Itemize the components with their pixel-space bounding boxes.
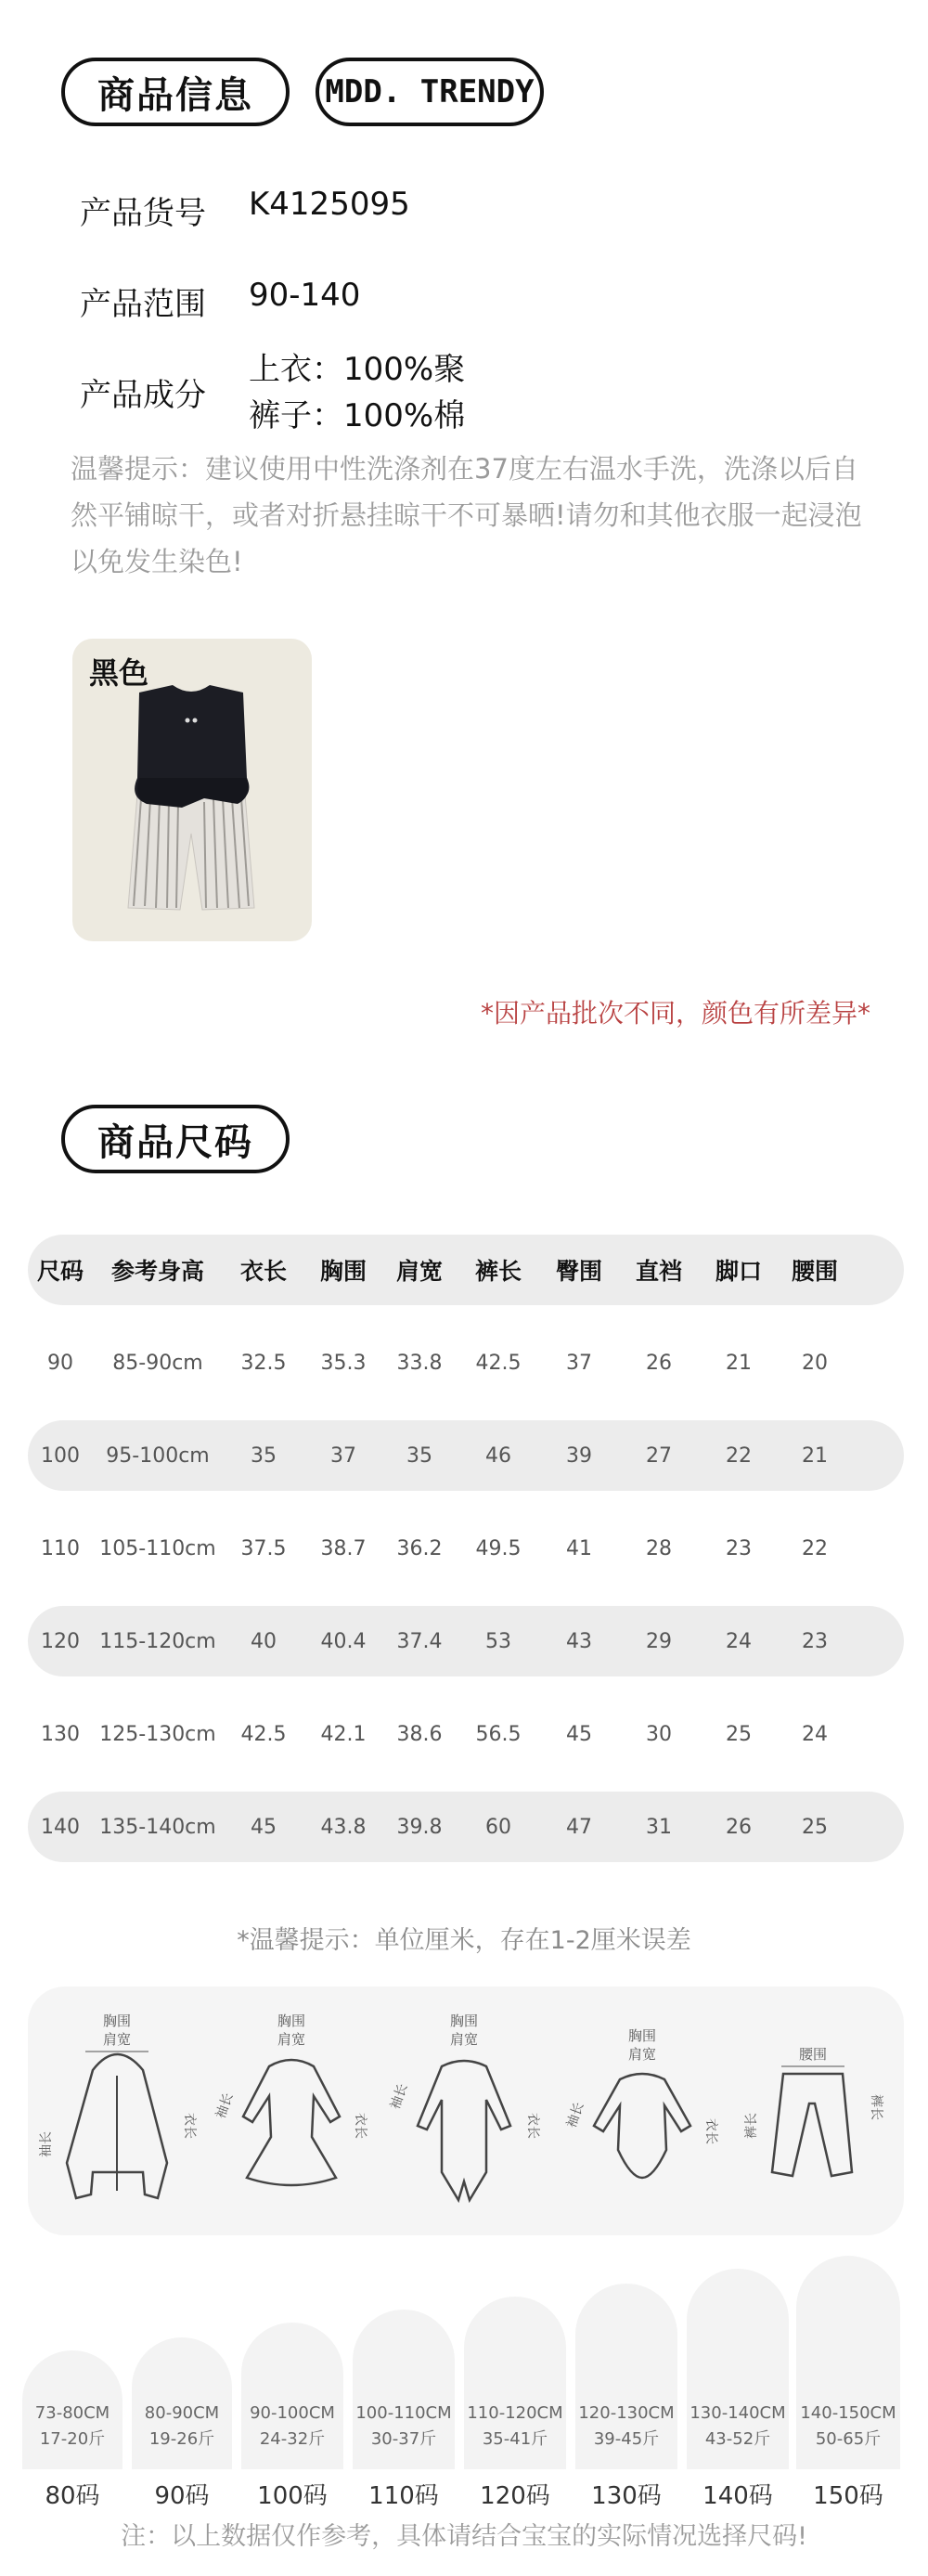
- size-guide-label: 120码: [480, 2482, 550, 2510]
- cell: 38.7: [320, 1536, 367, 1560]
- cell: 22: [802, 1536, 828, 1560]
- cell: 24: [726, 1629, 752, 1653]
- fig-label: 袖长: [563, 2100, 587, 2130]
- cell: 26: [646, 1351, 672, 1375]
- measurement-figures-panel: [28, 1987, 904, 2235]
- table-row: [28, 1420, 904, 1491]
- cell: 32.5: [240, 1351, 287, 1375]
- fig-label: 胸围: [102, 2013, 132, 2029]
- table-row: [28, 1606, 904, 1676]
- cell: 25: [726, 1722, 752, 1746]
- romper-long-icon: [377, 1987, 551, 2235]
- size-guide-card: [22, 2350, 122, 2469]
- fig-label: 肩宽: [449, 2031, 479, 2048]
- info-value-range: 90-140: [249, 277, 361, 314]
- col-header: 肩宽: [395, 1258, 443, 1285]
- size-table-header: [28, 1235, 904, 1305]
- cell: 49.5: [475, 1536, 522, 1560]
- fig-label: 胸围: [277, 2013, 306, 2029]
- cell: 27: [646, 1443, 672, 1468]
- size-guide-weight: 19-26斤: [148, 2429, 215, 2449]
- fig-label: 衣长: [703, 2118, 718, 2144]
- fig-label: 肩宽: [627, 2046, 657, 2063]
- size-guide-card: [132, 2337, 232, 2469]
- cell: 42.5: [240, 1722, 287, 1746]
- cell: 100: [41, 1443, 80, 1468]
- cell: 53: [485, 1629, 511, 1653]
- size-guide-weight: 30-37斤: [370, 2429, 437, 2449]
- bodysuit-icon: [551, 1987, 726, 2235]
- size-guide-card: [575, 2284, 677, 2469]
- info-value-sku: K4125095: [249, 186, 410, 223]
- cell: 56.5: [475, 1722, 522, 1746]
- cell: 23: [802, 1629, 828, 1653]
- cell: 35: [251, 1443, 277, 1468]
- swatch-color-name: 黑色: [89, 655, 149, 691]
- pants-icon: [726, 1987, 900, 2235]
- size-guide-label: 110码: [368, 2482, 439, 2510]
- color-swatch-card[interactable]: [72, 639, 312, 941]
- fig-label: 肩宽: [277, 2031, 306, 2048]
- size-guide-card: [353, 2310, 455, 2469]
- cell: 130: [41, 1722, 80, 1746]
- cell: 29: [646, 1629, 672, 1653]
- cell: 35: [406, 1443, 432, 1468]
- cell: 45: [566, 1722, 592, 1746]
- size-guide-label: 150码: [813, 2482, 883, 2510]
- fig-label: 肩宽: [102, 2031, 132, 2048]
- cell: 60: [485, 1815, 511, 1839]
- fig-label: 裤长: [744, 2113, 759, 2139]
- cell: 135-140cm: [99, 1815, 216, 1839]
- cell: 24: [802, 1722, 828, 1746]
- col-header: 尺码: [36, 1258, 84, 1285]
- cell: 28: [646, 1536, 672, 1560]
- cell: 45: [251, 1815, 277, 1839]
- jacket-icon: [28, 1987, 202, 2235]
- col-header: 参考身高: [110, 1258, 204, 1285]
- cell: 95-100cm: [106, 1443, 210, 1468]
- size-guide-label: 80码: [45, 2482, 100, 2510]
- care-tip: 温馨提示：建议使用中性洗涤剂在37度左右温水手洗，洗涤以后自然平铺晾干，或者对折悬挂晾干不可暴晒!请勿和其他衣服一起浸泡以免发生染色!: [71, 453, 862, 577]
- size-guide-weight: 50-65斤: [815, 2429, 882, 2449]
- cell: 39: [566, 1443, 592, 1468]
- cell: 23: [726, 1536, 752, 1560]
- cell: 37.4: [396, 1629, 443, 1653]
- size-guide-label: 100码: [257, 2482, 328, 2510]
- col-header: 脚口: [715, 1258, 762, 1285]
- cell: 35.3: [320, 1351, 367, 1375]
- cell: 105-110cm: [99, 1536, 216, 1560]
- fig-label: 袖长: [39, 2131, 54, 2157]
- cell: 37.5: [240, 1536, 287, 1560]
- cell: 120: [41, 1629, 80, 1653]
- info-value-material-top: 上衣：100%聚: [249, 351, 466, 388]
- info-label-sku: 产品货号: [80, 195, 206, 232]
- col-header: 衣长: [239, 1258, 287, 1285]
- cell: 110: [41, 1536, 80, 1560]
- fig-label: 衣长: [353, 2113, 367, 2139]
- cell: 43.8: [320, 1815, 367, 1839]
- fig-label: 胸围: [627, 2027, 657, 2044]
- fig-label: 袖长: [387, 2081, 411, 2112]
- table-row: [28, 1792, 904, 1862]
- cell: 43: [566, 1629, 592, 1653]
- cell: 115-120cm: [99, 1629, 216, 1653]
- cell: 39.8: [396, 1815, 443, 1839]
- col-header: 臀围: [555, 1258, 602, 1285]
- cell: 21: [726, 1351, 752, 1375]
- cell: 40.4: [320, 1629, 367, 1653]
- size-guide-card: [464, 2297, 566, 2469]
- cell: 30: [646, 1722, 672, 1746]
- dress-icon: [202, 1987, 377, 2235]
- info-label-range: 产品范围: [80, 286, 206, 323]
- table-row: [28, 1327, 904, 1398]
- fig-label: 衣长: [182, 2113, 197, 2139]
- size-guide-card: [796, 2256, 900, 2469]
- size-guide-height: 130-140CM: [690, 2403, 786, 2423]
- cell: 85-90cm: [112, 1351, 203, 1375]
- table-row: [28, 1513, 904, 1584]
- col-header: 直裆: [635, 1258, 682, 1285]
- fig-label: 胸围: [449, 2013, 479, 2029]
- cell: 90: [47, 1351, 73, 1375]
- cell: 25: [802, 1815, 828, 1839]
- cell: 125-130cm: [99, 1722, 216, 1746]
- size-guide-weight: 24-32斤: [259, 2429, 326, 2449]
- col-header: 胸围: [319, 1258, 367, 1285]
- info-label-material: 产品成分: [80, 377, 206, 414]
- fig-label: 衣长: [525, 2113, 540, 2139]
- cell: 31: [646, 1815, 672, 1839]
- table-row: [28, 1699, 904, 1769]
- cell: 42.1: [320, 1722, 367, 1746]
- cell: 22: [726, 1443, 752, 1468]
- size-guide-height: 73-80CM: [34, 2403, 110, 2423]
- cell: 41: [566, 1536, 592, 1560]
- reference-note: 注：以上数据仅作参考，具体请结合宝宝的实际情况选择尺码!: [121, 2522, 807, 2551]
- size-guide-height: 110-120CM: [467, 2403, 563, 2423]
- unit-tip: *温馨提示：单位厘米，存在1-2厘米误差: [237, 1926, 691, 1955]
- fig-label: 腰围: [798, 2046, 828, 2063]
- size-guide-weight: 43-52斤: [704, 2429, 771, 2449]
- size-guide-label: 90码: [154, 2482, 210, 2510]
- size-guide-height: 140-150CM: [800, 2403, 896, 2423]
- fig-label: 裤长: [869, 2094, 883, 2120]
- size-guide-label: 130码: [591, 2482, 662, 2510]
- cell: 37: [566, 1351, 592, 1375]
- cell: 37: [330, 1443, 356, 1468]
- size-chart-title: 商品尺码: [61, 1105, 290, 1173]
- cell: 140: [41, 1815, 80, 1839]
- cell: 40: [251, 1629, 277, 1653]
- size-guide-weight: 39-45斤: [593, 2429, 660, 2449]
- size-guide-weight: 17-20斤: [39, 2429, 106, 2449]
- col-header: 裤长: [474, 1258, 522, 1285]
- brand-badge: MDD. TRENDY: [316, 58, 544, 126]
- size-guide-card: [687, 2269, 789, 2469]
- col-header: 腰围: [791, 1258, 838, 1285]
- cell: 36.2: [396, 1536, 443, 1560]
- striped-pants-graphic: [128, 795, 254, 910]
- cell: 26: [726, 1815, 752, 1839]
- color-variance-note: *因产品批次不同，颜色有所差异*: [480, 998, 870, 1029]
- black-vest-graphic: [135, 685, 249, 808]
- outfit-product-image: [72, 639, 312, 941]
- fig-label: 袖长: [213, 2091, 237, 2121]
- size-guide-label: 140码: [702, 2482, 773, 2510]
- cell: 21: [802, 1443, 828, 1468]
- size-guide-height: 80-90CM: [144, 2403, 220, 2423]
- cell: 20: [802, 1351, 828, 1375]
- info-value-material-pants: 裤子：100%棉: [249, 397, 466, 434]
- size-guide-card: [241, 2323, 343, 2469]
- cell: 42.5: [475, 1351, 522, 1375]
- cell: 33.8: [396, 1351, 443, 1375]
- cell: 38.6: [396, 1722, 443, 1746]
- cell: 46: [485, 1443, 511, 1468]
- size-guide-height: 90-100CM: [250, 2403, 335, 2423]
- size-guide-weight: 35-41斤: [482, 2429, 548, 2449]
- product-info-title: 商品信息: [61, 58, 290, 126]
- size-guide-height: 120-130CM: [578, 2403, 675, 2423]
- size-guide-height: 100-110CM: [355, 2403, 452, 2423]
- cell: 47: [566, 1815, 592, 1839]
